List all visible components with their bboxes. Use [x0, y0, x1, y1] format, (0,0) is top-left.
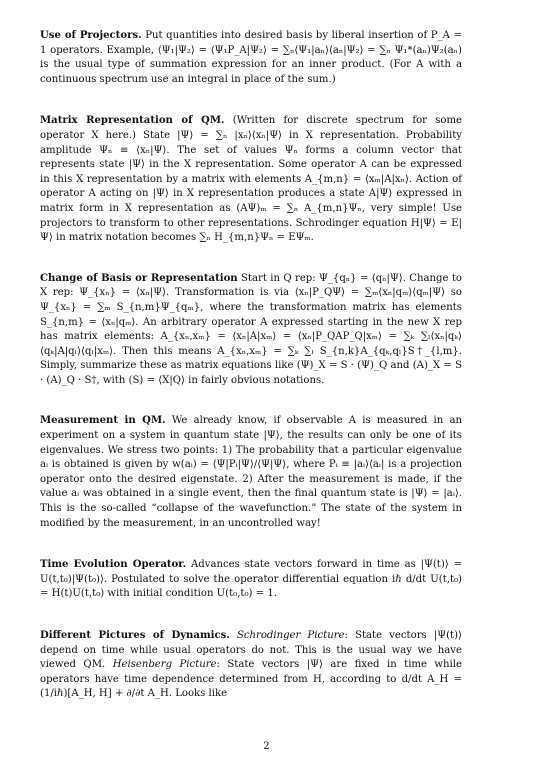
section-body: Start in Q rep: Ψ_{qₙ} = ⟨qₙ|Ψ⟩. Change to X rep: Ψ_{xₙ} = ⟨xₙ|Ψ⟩. Transformation is via ⟨xₙ|P_QΨ⟩ = ∑ₘ⟨xₙ|qₘ⟩⟨qₘ|Ψ⟩ so Ψ_{xₙ} = ∑ₘ S_{n,m}Ψ_{qₘ}, where the transformation matrix has elements S_{n,m} = ⟨xₙ|qₘ⟩. An arbitrary operator A expressed starting in the new X rep has matrix elements: A_{xₙ,xₘ} = ⟨xₙ|A|xₘ⟩ = ⟨xₙ|P_QAP_Q|xₘ⟩ = ∑ₖ ∑ₗ⟨xₙ|qₖ⟩⟨qₖ|A|qₗ⟩⟨qₗ|xₘ⟩. Then this means A_{xₙ,xₘ} = ∑ₖ ∑ₗ S_{n,k}A_{qₖ,qₗ}S†_{l,m}. Simply, summarize these as matrix equations like (Ψ)_X = S · (Ψ)_Q and (A)_X = S · (A)_Q · S†, with (S) = ⟨X|Q⟩ in fairly obvious notations. [40, 272, 462, 386]
section-projectors [40, 29, 462, 87]
section-time-evolution [40, 558, 462, 602]
section-heading: Measurement in QM. [40, 415, 166, 427]
section-matrix-representation [40, 114, 462, 245]
schrodinger-picture-term: Schrodinger Picture [236, 630, 345, 641]
section-heading: Change of Basis or Representation [40, 272, 238, 284]
heisenberg-picture-term: Heisenberg Picture [112, 659, 217, 671]
section-change-of-basis [40, 272, 462, 389]
page-content [40, 29, 462, 712]
section-body: Advances state vectors forward in time as |Ψ(t)⟩ = U(t,t₀)|Ψ(t₀)⟩. Postulated to solve the operator differential equation iℏ d/dt U(t,t₀) = H(t)U(t,t₀) with initial condition U(t₀,t₀) = 1. [40, 559, 462, 600]
section-heading: Use of Projectors. [40, 30, 142, 41]
section-body: We already know, if observable A is measured in an experiment on a system in quantum state |Ψ⟩, the results can only be one of its eigenvalues. We stress two points: 1) The probability that a particular eigenvalue aᵢ is obtained is given by w(aᵢ) = ⟨Ψ|Pᵢ|Ψ⟩/⟨Ψ|Ψ⟩, where Pᵢ ≡ |aᵢ⟩⟨aᵢ| is a projection operator onto the desired eigenstate. 2) After the measurement is made, if the value aᵢ was obtained in a single event, then the final quantum state is |Ψ⟩ = |aᵢ⟩. This is the so-called “collapse of the wavefunction.” The state of the system in modified by the measurement, in an uncontrolled way! [40, 415, 462, 529]
page-number: 2 [263, 741, 270, 752]
section-heading: Matrix Representation of QM. [40, 115, 225, 127]
section-heading: Time Evolution Operator. [40, 559, 187, 571]
section-pictures-of-dynamics [40, 629, 462, 702]
section-body: Put quantities into desired basis by liberal insertion of P_A = 1 operators. Example, ⟨Ψ₁|Ψ₂⟩ = ⟨Ψ₁P_A|Ψ₂⟩ = ∑ₙ⟨Ψ₁|aₙ⟩⟨aₙ|Ψ₂⟩ = ∑ₙ Ψ₁*(aₙ)Ψ₂(aₙ) is the usual type of summation expression for an inner product. (For A with a continuous spectrum use an integral in place of the sum.) [40, 30, 463, 85]
section-heading: Different Pictures of Dynamics. [40, 630, 230, 641]
section-measurement [40, 414, 462, 531]
section-body: : State vectors |Ψ(t)⟩ depend on time while usual operators do not. This is the usual way we have viewed QM. [40, 630, 462, 671]
section-body: : State vectors |Ψ⟩ are fixed in time while operators have time dependence determined from H, according to d/dt A_H = (1/iℏ)[A_H, H] + ∂/∂t A_H. Looks like [40, 659, 462, 700]
section-body: (Written for discrete spectrum for some operator X here.) State |Ψ⟩ = ∑ₙ |xₙ⟩⟨xₙ|Ψ⟩ in X representation. Probability amplitude Ψₙ ≡ ⟨xₙ|Ψ⟩. The set of values Ψₙ forms a column vector that represents state |Ψ⟩ in the X representation. Some operator A can be expressed in this X representation by a matrix with elements A_{m,n} = ⟨xₘ|A|xₙ⟩. Action of operator A acting on |Ψ⟩ in X representation produces a state A|Ψ⟩ expressed in matrix form in X representation as (AΨ)ₘ = ∑ₙ A_{m,n}Ψₙ, very simple! Use projectors to transform to other representations. Schrodinger equation H|Ψ⟩ = E|Ψ⟩ in matrix notation becomes ∑ₙ H_{m,n}Ψₙ = EΨₘ. [40, 115, 463, 244]
